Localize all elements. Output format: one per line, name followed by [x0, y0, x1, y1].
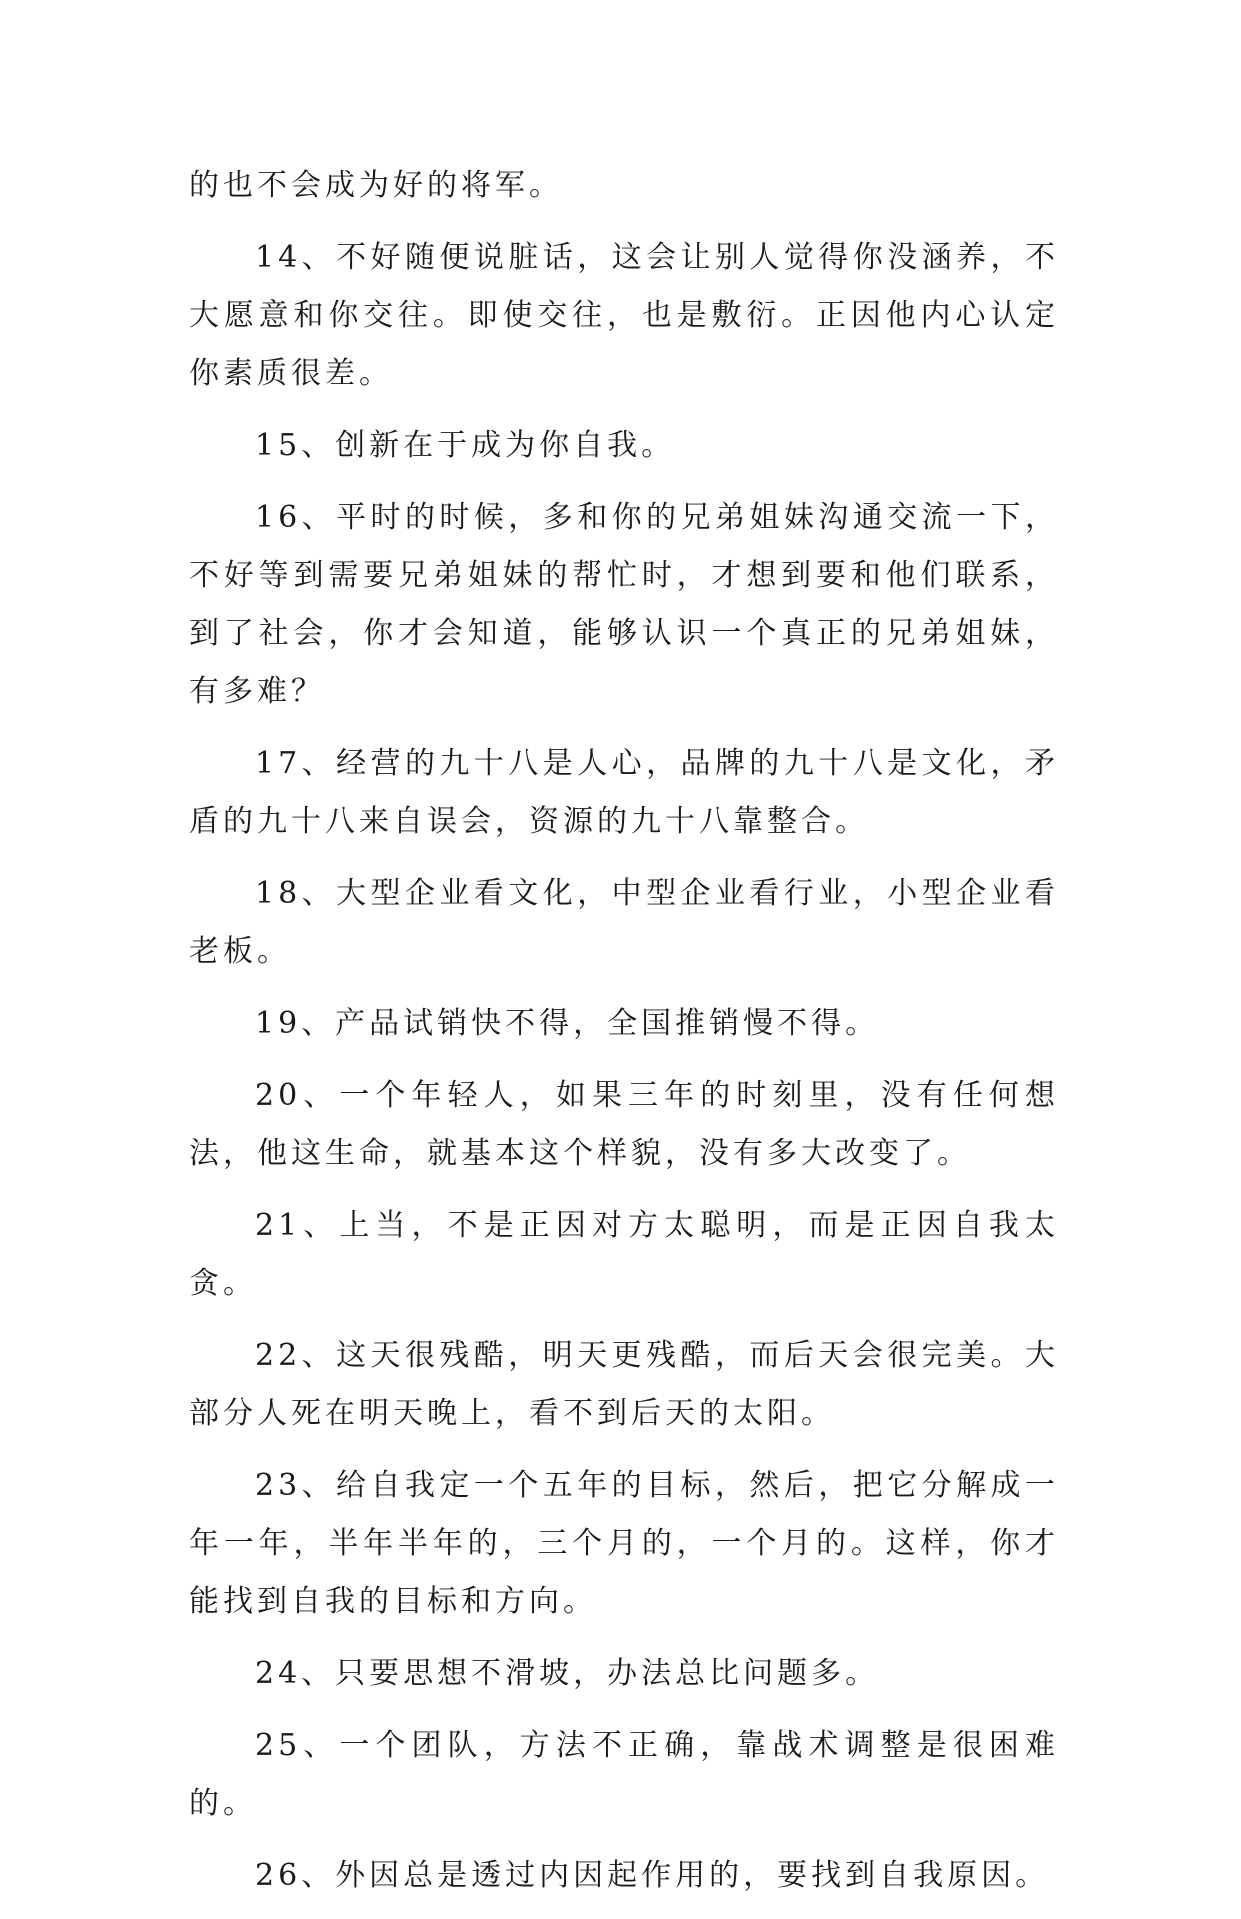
paragraph-item-22: 22、这天很残酷，明天更残酷，而后天会很完美。大部分人死在明天晚上，看不到后天的太阳。 — [189, 1338, 1059, 1431]
paragraph-item-16: 16、平时的时候，多和你的兄弟姐妹沟通交流一下，不好等到需要兄弟姐妹的帮忙时，才想到要和他们联系，到了社会，你才会知道，能够认识一个真正的兄弟姐妹，有多难？ — [189, 500, 1059, 709]
paragraph-item-17: 17、经营的九十八是人心，品牌的九十八是文化，矛盾的九十八来自误会，资源的九十八靠整合。 — [189, 746, 1059, 839]
paragraph-item-19: 19、产品试销快不得，全国推销慢不得。 — [255, 1006, 880, 1041]
paragraph-item-20: 20、一个年轻人，如果三年的时刻里，没有任何想法，他这生命，就基本这个样貌，没有多大改变了。 — [189, 1078, 1059, 1171]
paragraph-continuation: 的也不会成为好的将军。 — [189, 168, 563, 203]
paragraph-item-21: 21、上当，不是正因对方太聪明，而是正因自我太贪。 — [189, 1208, 1059, 1301]
paragraph-item-18: 18、大型企业看文化，中型企业看行业，小型企业看老板。 — [189, 876, 1059, 969]
paragraph-item-26: 26、外因总是透过内因起作用的，要找到自我原因。 — [255, 1858, 1050, 1893]
paragraph-item-25: 25、一个团队，方法不正确，靠战术调整是很困难的。 — [189, 1728, 1059, 1821]
paragraph-item-14: 14、不好随便说脏话，这会让别人觉得你没涵养，不大愿意和你交往。即使交往，也是敷衍。正因他内心认定你素质很差。 — [189, 240, 1059, 391]
document-body — [189, 157, 1059, 1919]
paragraph-item-15: 15、创新在于成为你自我。 — [255, 428, 676, 463]
paragraph-item-23: 23、给自我定一个五年的目标，然后，把它分解成一年一年，半年半年的，三个月的，一个月的。这样，你才能找到自我的目标和方向。 — [189, 1468, 1059, 1619]
paragraph-item-24: 24、只要思想不滑坡，办法总比问题多。 — [255, 1656, 880, 1691]
